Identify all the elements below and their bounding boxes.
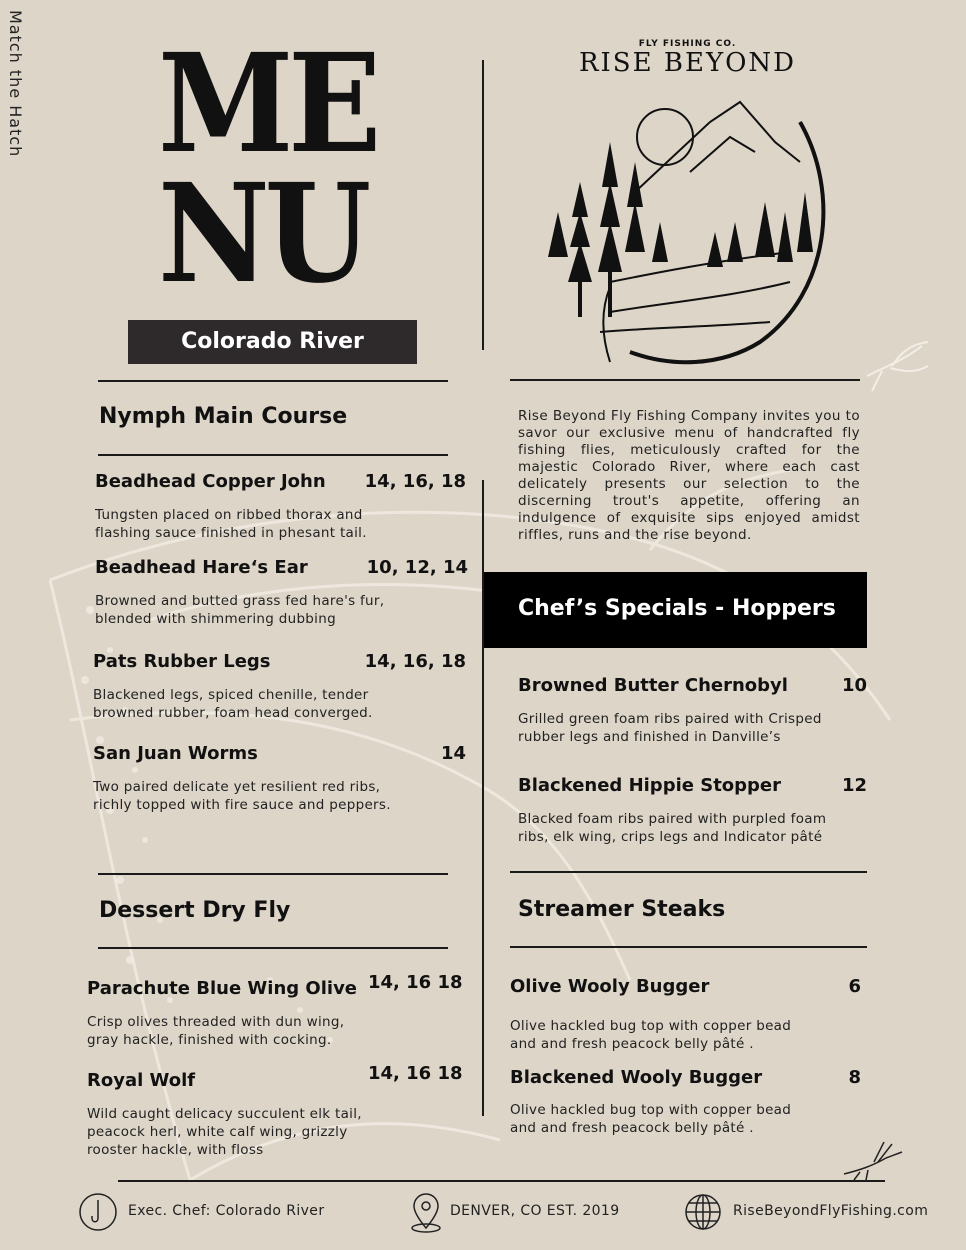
menu-item-sizes: 10 xyxy=(841,675,867,696)
menu-item-sizes: 14, 16, 18 xyxy=(364,471,466,492)
menu-item-name: Beadhead Copper John xyxy=(95,471,326,492)
menu-item-desc: Tungsten placed on ribbed thorax and flashing sauce finished in phesant tail. xyxy=(95,507,367,541)
menu-item-name: Pats Rubber Legs xyxy=(93,651,271,672)
streamer-rule-top xyxy=(510,871,867,873)
menu-item-desc: Blacked foam ribs paired with purpled foam ribs, elk wing, crips legs and Indicator pâté xyxy=(518,811,827,845)
menu-item-sizes: 10, 12, 14 xyxy=(366,557,468,578)
dessert-rule-top xyxy=(98,873,448,875)
menu-item-desc: Crisp olives threaded with dun wing, gray hackle, finished with cocking. xyxy=(87,1014,345,1048)
divider-top xyxy=(482,60,484,350)
footer-chef: Exec. Chef: Colorado River xyxy=(128,1203,325,1219)
nymph-section-title: Nymph Main Course xyxy=(99,404,348,429)
dessert-section-title: Dessert Dry Fly xyxy=(99,898,291,923)
menu-item-sizes: 12 xyxy=(841,775,867,796)
specials-band xyxy=(484,572,867,648)
menu-item-name: Royal Wolf xyxy=(87,1070,196,1091)
menu-item-name: Blackened Hippie Stopper xyxy=(518,775,782,796)
menu-item-desc: Two paired delicate yet resilient red ribs, richly topped with fire sauce and peppers. xyxy=(93,779,391,813)
footer-location: DENVER, CO EST. 2019 xyxy=(450,1203,620,1219)
globe-icon xyxy=(683,1192,723,1232)
fish-hook-icon xyxy=(78,1192,118,1232)
menu-item-name: Blackened Wooly Bugger xyxy=(510,1067,763,1088)
menu-item-name: Olive Wooly Bugger xyxy=(510,976,710,997)
menu-item-sizes: 14, 16 18 xyxy=(368,1063,463,1084)
menu-item-sizes: 14 xyxy=(440,743,466,764)
location-label: Colorado River xyxy=(128,320,417,364)
menu-item-sizes: 14, 16, 18 xyxy=(364,651,466,672)
menu-item-sizes: 8 xyxy=(848,1067,861,1088)
menu-item-desc: Browned and butted grass fed hare's fur, blended with shimmering dubbing xyxy=(95,593,385,627)
location-pin-icon xyxy=(406,1192,446,1234)
streamer-section-title: Streamer Steaks xyxy=(518,897,726,922)
menu-item-desc: Wild caught delicacy succulent elk tail, peacock herl, white calf wing, grizzly rooster hackle, with floss xyxy=(87,1106,362,1158)
intro-rule xyxy=(510,379,860,381)
title-line-2: NU xyxy=(158,154,366,314)
menu-item-desc: Grilled green foam ribs paired with Crisped rubber legs and finished in Danville’s xyxy=(518,711,822,745)
footer-website[interactable]: RiseBeyondFlyFishing.com xyxy=(733,1203,929,1219)
streamer-rule-bottom xyxy=(510,946,867,948)
menu-item-name: Browned Butter Chernobyl xyxy=(518,675,788,696)
intro-paragraph: Rise Beyond Fly Fishing Company invites you to savor our exclusive menu of handcrafted fly fishing flies, meticulously crafted for the majestic Colorado River, where each cast delicately presents our selection to the discerning trout's appetite, offering an indulgence of exquisite sips enjoyed amidst riffles, runs and the rise beyond. xyxy=(518,408,860,543)
mountain-river-logo-icon xyxy=(540,82,840,367)
menu-item-desc: Olive hackled bug top with copper bead and and fresh peacock belly pâté . xyxy=(510,1018,792,1052)
menu-item-desc: Blackened legs, spiced chenille, tender browned rubber, foam head converged. xyxy=(93,687,373,721)
menu-item-sizes: 14, 16 18 xyxy=(368,972,463,993)
title-line-1: ME xyxy=(158,24,376,184)
menu-item-name: Beadhead Hare‘s Ear xyxy=(95,557,308,578)
dessert-rule-bottom xyxy=(98,947,448,949)
menu-item-desc: Olive hackled bug top with copper bead and and fresh peacock belly pâté . xyxy=(510,1102,792,1136)
mayfly-watermark-icon xyxy=(862,336,934,396)
brand-tagline: FLY FISHING CO. xyxy=(638,39,737,49)
specials-section-title: Chef’s Specials - Hoppers xyxy=(518,596,836,621)
brand-name: RISE BEYOND xyxy=(578,48,797,78)
footer-rule xyxy=(118,1180,885,1182)
menu-item-sizes: 6 xyxy=(848,976,861,997)
menu-item-name: Parachute Blue Wing Olive xyxy=(87,978,358,999)
side-caption: Match the Hatch xyxy=(6,10,25,158)
nymph-rule-top xyxy=(98,380,448,382)
nymph-rule-bottom xyxy=(98,454,448,456)
menu-item-name: San Juan Worms xyxy=(93,743,258,764)
mayfly-icon xyxy=(840,1140,906,1182)
